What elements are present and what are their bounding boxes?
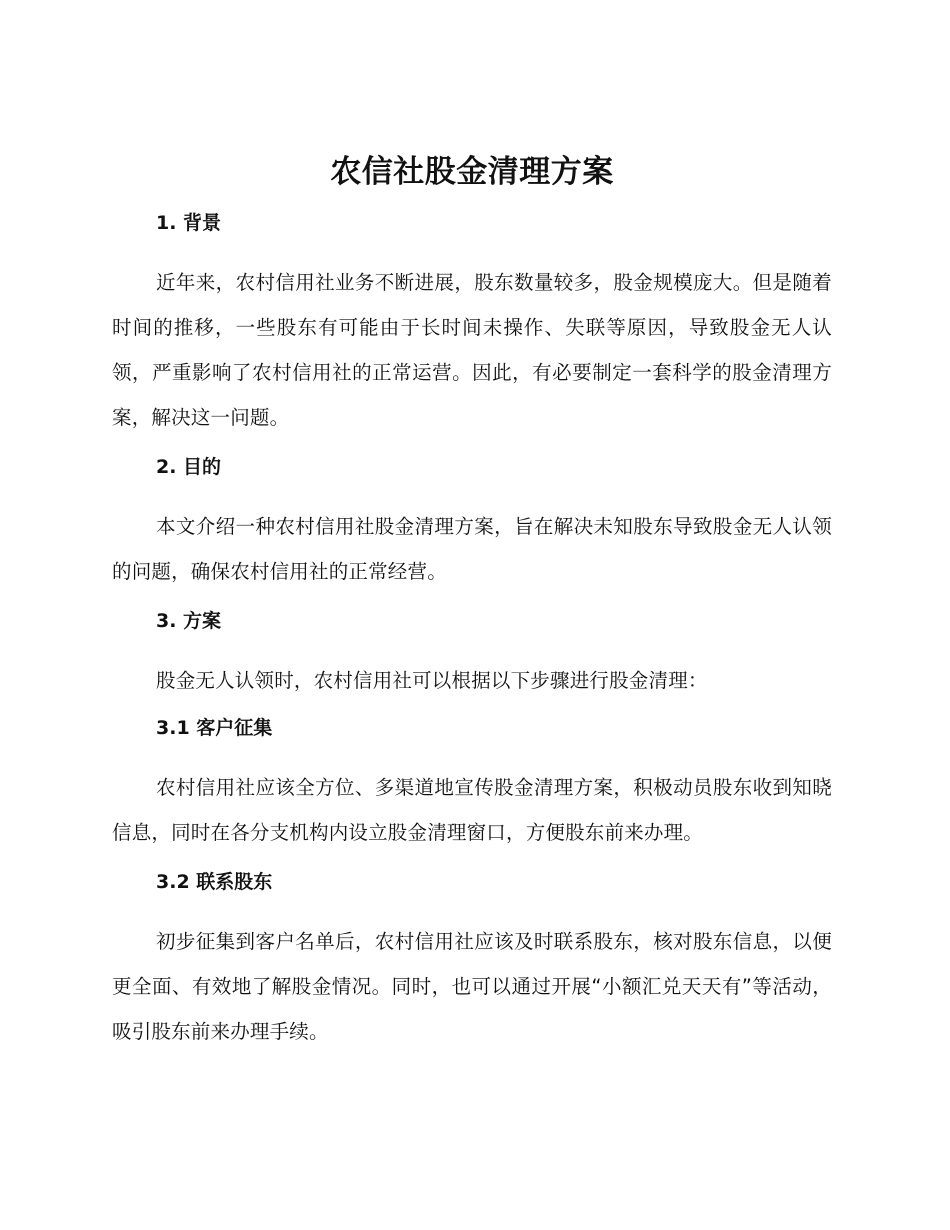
document-title: 农信社股金清理方案 (330, 154, 614, 190)
paragraph: 股金无人认领时，农村信用社可以根据以下步骤进行股金清理： (156, 669, 708, 692)
paragraph: 农村信用社应该全方位、多渠道地宣传股金清理方案，积极动员股东收到知晓信息，同时在各分支机构内设立股金清理窗口，方便股东前来办理。 (112, 776, 832, 844)
section-background (112, 208, 832, 440)
section-customer-collection (112, 713, 832, 855)
section-heading: 3. 方案 (156, 610, 222, 632)
paragraph: 初步征集到客户名单后，农村信用社应该及时联系股东，核对股东信息，以便更全面、有效地了解股金情况。同时，也可以通过开展“小额汇兑天天有”等活动，吸引股东前来办理手续。 (112, 930, 832, 1043)
section-heading: 2. 目的 (156, 456, 222, 478)
document-body (112, 148, 832, 1066)
paragraph: 近年来，农村信用社业务不断进展，股东数量较多，股金规模庞大。但是随着时间的推移，一些股东有可能由于长时间未操作、失联等原因，导致股金无人认领，严重影响了农村信用社的正常运营。因此，有必要制定一套科学的股金清理方案，解决这一问题。 (112, 271, 832, 429)
section-heading: 3.2 联系股东 (156, 871, 273, 893)
section-heading: 1. 背景 (156, 212, 222, 234)
section-contact-shareholders (112, 867, 832, 1054)
section-purpose (112, 452, 832, 594)
section-plan (112, 606, 832, 703)
section-heading: 3.1 客户征集 (156, 717, 273, 739)
paragraph: 本文介绍一种农村信用社股金清理方案，旨在解决未知股东导致股金无人认领的问题，确保农村信用社的正常经营。 (112, 515, 832, 583)
